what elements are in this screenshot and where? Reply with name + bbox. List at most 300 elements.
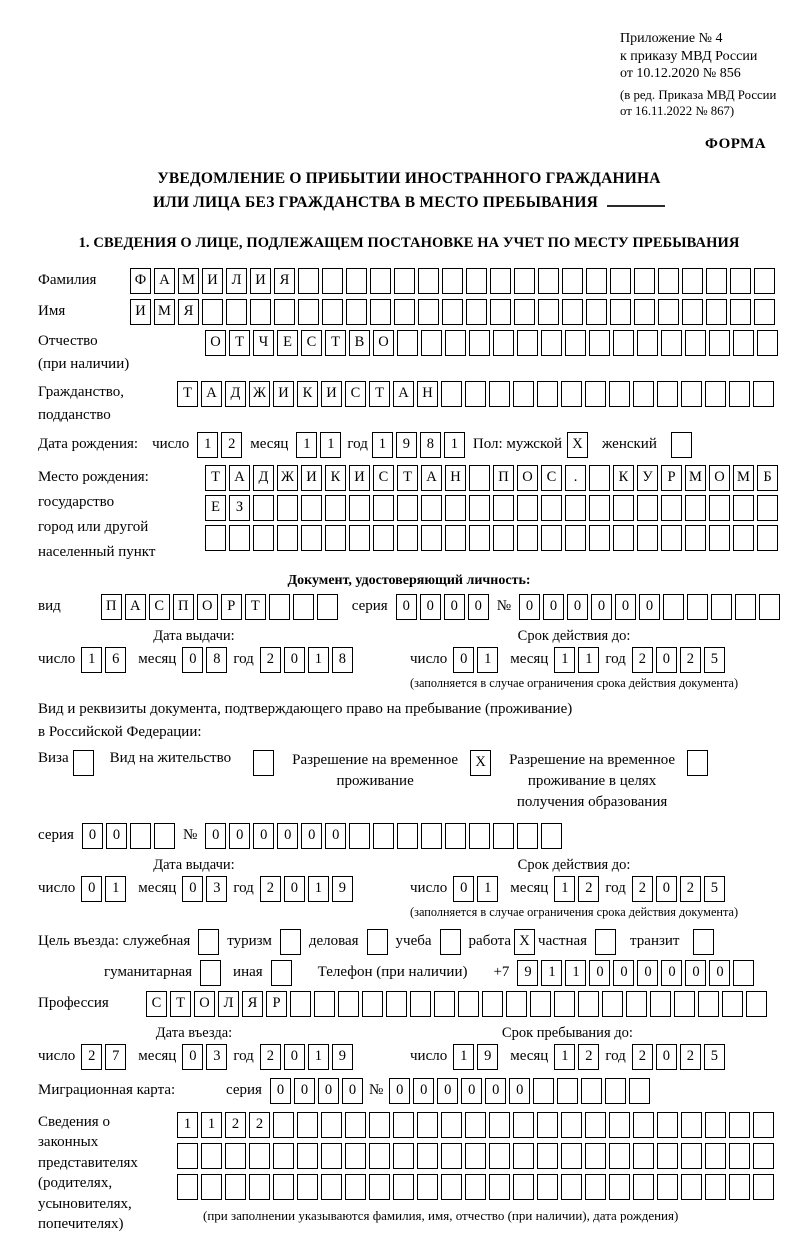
cell[interactable]	[562, 268, 583, 294]
cell[interactable]	[517, 823, 538, 849]
cell[interactable]: Т	[205, 465, 226, 491]
cell[interactable]	[201, 1174, 222, 1200]
cell[interactable]	[613, 495, 634, 521]
cell[interactable]: 0	[468, 594, 489, 620]
cell[interactable]	[434, 991, 455, 1017]
cell[interactable]	[589, 525, 610, 551]
cell[interactable]	[757, 525, 778, 551]
cell[interactable]: 0	[637, 960, 658, 986]
cell[interactable]	[538, 299, 559, 325]
cell[interactable]	[394, 268, 415, 294]
cell[interactable]	[722, 991, 743, 1017]
cell[interactable]	[634, 299, 655, 325]
cell[interactable]: 0	[661, 960, 682, 986]
cell[interactable]	[753, 1112, 774, 1138]
cell[interactable]	[705, 1143, 726, 1169]
cell[interactable]: 0	[420, 594, 441, 620]
cell[interactable]	[586, 268, 607, 294]
cell[interactable]: О	[709, 465, 730, 491]
cell[interactable]	[585, 381, 606, 407]
cell[interactable]	[421, 330, 442, 356]
cell[interactable]: 1	[197, 432, 218, 458]
cell[interactable]: 0	[519, 594, 540, 620]
cell[interactable]	[585, 1143, 606, 1169]
cell[interactable]	[445, 823, 466, 849]
cell[interactable]: 0	[589, 960, 610, 986]
cell[interactable]	[301, 525, 322, 551]
cell[interactable]	[397, 823, 418, 849]
cell[interactable]: С	[541, 465, 562, 491]
cell[interactable]	[489, 1112, 510, 1138]
cell[interactable]: 3	[206, 1044, 227, 1070]
cell[interactable]	[565, 330, 586, 356]
cell[interactable]: 1	[296, 432, 317, 458]
cell[interactable]	[685, 525, 706, 551]
cell[interactable]: 0	[205, 823, 226, 849]
cell[interactable]: М	[154, 299, 175, 325]
cell[interactable]: З	[229, 495, 250, 521]
cell[interactable]	[441, 1143, 462, 1169]
cell[interactable]: 5	[704, 647, 725, 673]
cell[interactable]	[754, 299, 775, 325]
cell[interactable]	[513, 1112, 534, 1138]
cell[interactable]	[293, 594, 314, 620]
cell[interactable]	[269, 594, 290, 620]
cell[interactable]: 1	[554, 647, 575, 673]
cell[interactable]: И	[321, 381, 342, 407]
cell[interactable]: А	[393, 381, 414, 407]
cell[interactable]	[441, 381, 462, 407]
cell[interactable]	[753, 381, 774, 407]
cell[interactable]	[634, 268, 655, 294]
cell[interactable]	[469, 330, 490, 356]
cell[interactable]	[557, 1078, 578, 1104]
cell[interactable]	[709, 330, 730, 356]
cell[interactable]: 1	[444, 432, 465, 458]
cell[interactable]	[373, 495, 394, 521]
cell[interactable]: 1	[308, 1044, 329, 1070]
cell[interactable]	[338, 991, 359, 1017]
cell[interactable]: Т	[245, 594, 266, 620]
cell[interactable]	[561, 1112, 582, 1138]
cell[interactable]: 0	[615, 594, 636, 620]
cell[interactable]	[754, 268, 775, 294]
cell[interactable]	[537, 381, 558, 407]
cell[interactable]: И	[202, 268, 223, 294]
cell[interactable]: Е	[277, 330, 298, 356]
cell[interactable]: 0	[567, 594, 588, 620]
cell[interactable]	[729, 1112, 750, 1138]
cell[interactable]: 2	[578, 1044, 599, 1070]
cell[interactable]	[441, 1112, 462, 1138]
cell[interactable]	[681, 1143, 702, 1169]
cell[interactable]	[517, 330, 538, 356]
cell[interactable]: 6	[105, 647, 126, 673]
cell[interactable]	[277, 495, 298, 521]
cell[interactable]: 0	[284, 647, 305, 673]
cell[interactable]	[301, 495, 322, 521]
cell[interactable]	[445, 495, 466, 521]
cell[interactable]	[626, 991, 647, 1017]
cell[interactable]	[469, 823, 490, 849]
cell[interactable]: Ж	[249, 381, 270, 407]
cell[interactable]: 1	[177, 1112, 198, 1138]
cell[interactable]	[681, 1112, 702, 1138]
cell[interactable]: 0	[709, 960, 730, 986]
cell[interactable]: О	[194, 991, 215, 1017]
cell[interactable]: .	[565, 465, 586, 491]
cell[interactable]	[417, 1174, 438, 1200]
cell[interactable]	[345, 1174, 366, 1200]
cell[interactable]: Т	[325, 330, 346, 356]
cell[interactable]	[273, 1174, 294, 1200]
cell[interactable]: 1	[453, 1044, 474, 1070]
cell[interactable]	[417, 1143, 438, 1169]
cell[interactable]	[537, 1143, 558, 1169]
cell[interactable]	[465, 1112, 486, 1138]
cell[interactable]	[465, 1174, 486, 1200]
cell[interactable]	[733, 960, 754, 986]
cell[interactable]	[554, 991, 575, 1017]
cell[interactable]	[325, 525, 346, 551]
cell[interactable]	[346, 299, 367, 325]
cell[interactable]	[733, 330, 754, 356]
cell[interactable]	[370, 268, 391, 294]
cell[interactable]: 0	[485, 1078, 506, 1104]
cell[interactable]: 1	[554, 876, 575, 902]
cell[interactable]: Т	[369, 381, 390, 407]
cell[interactable]: 2	[225, 1112, 246, 1138]
cell[interactable]: 0	[82, 823, 103, 849]
cell[interactable]	[349, 495, 370, 521]
cell[interactable]	[345, 1112, 366, 1138]
cell[interactable]	[759, 594, 780, 620]
cell[interactable]: 2	[221, 432, 242, 458]
cell[interactable]	[130, 823, 151, 849]
cell[interactable]	[517, 525, 538, 551]
cell[interactable]	[610, 299, 631, 325]
cell[interactable]	[637, 525, 658, 551]
cell[interactable]: Ж	[277, 465, 298, 491]
cell[interactable]: Д	[225, 381, 246, 407]
cell[interactable]: Л	[218, 991, 239, 1017]
cell[interactable]	[633, 1112, 654, 1138]
cell[interactable]: О	[373, 330, 394, 356]
cell[interactable]	[685, 495, 706, 521]
cell[interactable]	[440, 929, 461, 955]
cell[interactable]: 1	[578, 647, 599, 673]
cell[interactable]	[637, 495, 658, 521]
cell[interactable]: С	[149, 594, 170, 620]
cell[interactable]	[322, 268, 343, 294]
cell[interactable]	[489, 1174, 510, 1200]
cell[interactable]	[589, 330, 610, 356]
cell[interactable]: 9	[517, 960, 538, 986]
cell[interactable]: 9	[396, 432, 417, 458]
cell[interactable]: А	[154, 268, 175, 294]
cell[interactable]	[441, 1174, 462, 1200]
cell[interactable]: С	[301, 330, 322, 356]
cell[interactable]	[589, 465, 610, 491]
cell[interactable]	[514, 299, 535, 325]
cell[interactable]	[397, 525, 418, 551]
cell[interactable]	[273, 1143, 294, 1169]
cell[interactable]: 0	[396, 594, 417, 620]
cell[interactable]	[274, 299, 295, 325]
cell[interactable]	[657, 381, 678, 407]
cell[interactable]	[250, 299, 271, 325]
cell[interactable]	[537, 1174, 558, 1200]
cell[interactable]	[565, 525, 586, 551]
cell[interactable]: К	[297, 381, 318, 407]
cell[interactable]: 0	[453, 647, 474, 673]
cell[interactable]	[482, 991, 503, 1017]
cell[interactable]	[249, 1174, 270, 1200]
cell[interactable]	[229, 525, 250, 551]
cell[interactable]: 0	[656, 876, 677, 902]
cell[interactable]	[417, 1112, 438, 1138]
cell[interactable]	[613, 330, 634, 356]
cell[interactable]: А	[125, 594, 146, 620]
cell[interactable]	[271, 960, 292, 986]
cell[interactable]	[493, 525, 514, 551]
cell[interactable]	[370, 299, 391, 325]
cell[interactable]	[681, 1174, 702, 1200]
cell[interactable]	[682, 299, 703, 325]
cell[interactable]	[418, 299, 439, 325]
cell[interactable]: С	[345, 381, 366, 407]
cell[interactable]	[513, 1174, 534, 1200]
cell[interactable]: К	[613, 465, 634, 491]
cell[interactable]	[733, 525, 754, 551]
cell[interactable]: Р	[661, 465, 682, 491]
cell[interactable]: Ч	[253, 330, 274, 356]
cell[interactable]	[465, 381, 486, 407]
cell[interactable]	[674, 991, 695, 1017]
cell[interactable]: 2	[632, 1044, 653, 1070]
cell[interactable]	[637, 330, 658, 356]
cell[interactable]	[198, 929, 219, 955]
cell[interactable]	[613, 525, 634, 551]
cell[interactable]: 0	[318, 1078, 339, 1104]
cell[interactable]	[663, 594, 684, 620]
cell[interactable]: Д	[253, 465, 274, 491]
cell[interactable]	[586, 299, 607, 325]
cell[interactable]: 1	[308, 876, 329, 902]
cell[interactable]	[297, 1112, 318, 1138]
cell[interactable]	[201, 1143, 222, 1169]
cell[interactable]: 0	[270, 1078, 291, 1104]
cell[interactable]	[442, 268, 463, 294]
cell[interactable]	[177, 1174, 198, 1200]
cell[interactable]	[466, 299, 487, 325]
cell[interactable]	[541, 823, 562, 849]
cell[interactable]	[746, 991, 767, 1017]
cell[interactable]: 0	[342, 1078, 363, 1104]
cell[interactable]	[705, 1174, 726, 1200]
cell[interactable]	[585, 1174, 606, 1200]
cell[interactable]	[297, 1143, 318, 1169]
cell[interactable]	[154, 823, 175, 849]
cell[interactable]: 9	[332, 1044, 353, 1070]
cell[interactable]	[633, 1174, 654, 1200]
cell[interactable]	[681, 381, 702, 407]
cell[interactable]	[729, 1174, 750, 1200]
cell[interactable]	[609, 1174, 630, 1200]
cell[interactable]	[729, 381, 750, 407]
cell[interactable]: Н	[445, 465, 466, 491]
cell[interactable]	[585, 1112, 606, 1138]
cell[interactable]	[671, 432, 692, 458]
cell[interactable]: 1	[81, 647, 102, 673]
cell[interactable]	[661, 330, 682, 356]
cell[interactable]	[225, 1143, 246, 1169]
cell[interactable]: 1	[541, 960, 562, 986]
cell[interactable]	[757, 330, 778, 356]
cell[interactable]	[205, 525, 226, 551]
cell[interactable]	[469, 525, 490, 551]
cell[interactable]: 9	[332, 876, 353, 902]
cell[interactable]	[321, 1112, 342, 1138]
cell[interactable]	[757, 495, 778, 521]
cell[interactable]	[394, 299, 415, 325]
cell[interactable]	[469, 495, 490, 521]
cell[interactable]: М	[685, 465, 706, 491]
cell[interactable]: О	[205, 330, 226, 356]
cell[interactable]	[345, 1143, 366, 1169]
cell[interactable]	[609, 1112, 630, 1138]
cell[interactable]: 7	[105, 1044, 126, 1070]
cell[interactable]	[658, 299, 679, 325]
cell[interactable]: О	[197, 594, 218, 620]
cell[interactable]: П	[173, 594, 194, 620]
cell[interactable]	[202, 299, 223, 325]
cell[interactable]: И	[130, 299, 151, 325]
cell[interactable]: 0	[284, 1044, 305, 1070]
cell[interactable]	[735, 594, 756, 620]
cell[interactable]	[445, 525, 466, 551]
cell[interactable]: 0	[591, 594, 612, 620]
cell[interactable]	[730, 299, 751, 325]
cell[interactable]	[657, 1112, 678, 1138]
cell[interactable]	[321, 1174, 342, 1200]
cell[interactable]: С	[373, 465, 394, 491]
cell[interactable]: Т	[170, 991, 191, 1017]
cell[interactable]	[469, 465, 490, 491]
cell[interactable]	[253, 525, 274, 551]
cell[interactable]: 0	[81, 876, 102, 902]
cell[interactable]: 2	[680, 1044, 701, 1070]
cell[interactable]	[629, 1078, 650, 1104]
cell[interactable]: 1	[201, 1112, 222, 1138]
cell[interactable]: И	[301, 465, 322, 491]
cell[interactable]: 0	[437, 1078, 458, 1104]
cell[interactable]	[729, 1143, 750, 1169]
cell[interactable]	[393, 1174, 414, 1200]
cell[interactable]: 0	[453, 876, 474, 902]
cell[interactable]: Л	[226, 268, 247, 294]
cell[interactable]: Р	[221, 594, 242, 620]
cell[interactable]	[705, 381, 726, 407]
cell[interactable]: 0	[294, 1078, 315, 1104]
cell[interactable]	[253, 495, 274, 521]
cell[interactable]	[253, 750, 274, 776]
cell[interactable]	[393, 1143, 414, 1169]
cell[interactable]	[493, 495, 514, 521]
cell[interactable]	[709, 495, 730, 521]
cell[interactable]: 0	[656, 647, 677, 673]
cell[interactable]: И	[250, 268, 271, 294]
cell[interactable]	[421, 525, 442, 551]
cell[interactable]: 0	[106, 823, 127, 849]
cell[interactable]: 0	[543, 594, 564, 620]
cell[interactable]	[410, 991, 431, 1017]
cell[interactable]: 0	[253, 823, 274, 849]
cell[interactable]: 2	[260, 876, 281, 902]
cell[interactable]	[753, 1174, 774, 1200]
cell[interactable]	[458, 991, 479, 1017]
cell[interactable]	[418, 268, 439, 294]
cell[interactable]	[581, 1078, 602, 1104]
cell[interactable]: 1	[320, 432, 341, 458]
cell[interactable]: 0	[325, 823, 346, 849]
cell[interactable]	[561, 1174, 582, 1200]
cell[interactable]	[633, 381, 654, 407]
cell[interactable]: X	[470, 750, 491, 776]
cell[interactable]	[373, 823, 394, 849]
cell[interactable]	[73, 750, 94, 776]
cell[interactable]	[538, 268, 559, 294]
cell[interactable]	[658, 268, 679, 294]
cell[interactable]	[657, 1174, 678, 1200]
cell[interactable]: 1	[565, 960, 586, 986]
cell[interactable]	[273, 1112, 294, 1138]
cell[interactable]	[325, 495, 346, 521]
cell[interactable]	[513, 381, 534, 407]
cell[interactable]	[249, 1143, 270, 1169]
cell[interactable]	[698, 991, 719, 1017]
cell[interactable]: А	[229, 465, 250, 491]
cell[interactable]: Т	[229, 330, 250, 356]
cell[interactable]: Я	[242, 991, 263, 1017]
cell[interactable]	[367, 929, 388, 955]
cell[interactable]: М	[733, 465, 754, 491]
cell[interactable]	[362, 991, 383, 1017]
cell[interactable]	[753, 1143, 774, 1169]
cell[interactable]: Р	[266, 991, 287, 1017]
cell[interactable]	[314, 991, 335, 1017]
cell[interactable]	[514, 268, 535, 294]
cell[interactable]: К	[325, 465, 346, 491]
cell[interactable]	[506, 991, 527, 1017]
cell[interactable]	[369, 1112, 390, 1138]
cell[interactable]	[297, 1174, 318, 1200]
cell[interactable]	[397, 330, 418, 356]
cell[interactable]: 2	[81, 1044, 102, 1070]
cell[interactable]: В	[349, 330, 370, 356]
cell[interactable]: 8	[206, 647, 227, 673]
cell[interactable]	[609, 1143, 630, 1169]
cell[interactable]: Т	[177, 381, 198, 407]
cell[interactable]: 5	[704, 876, 725, 902]
cell[interactable]	[541, 495, 562, 521]
cell[interactable]: 0	[301, 823, 322, 849]
cell[interactable]: 0	[389, 1078, 410, 1104]
cell[interactable]: 8	[420, 432, 441, 458]
cell[interactable]: О	[517, 465, 538, 491]
cell[interactable]	[517, 495, 538, 521]
cell[interactable]: М	[178, 268, 199, 294]
